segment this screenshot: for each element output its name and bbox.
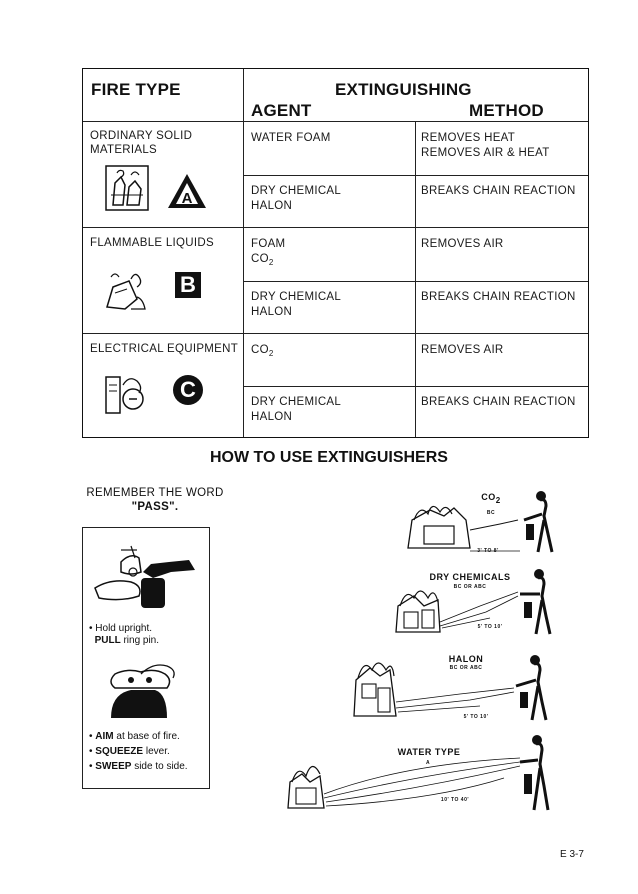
scene-co2-label: CO2 bbox=[481, 492, 501, 505]
agent-halon-a: HALON bbox=[251, 200, 293, 212]
step-pull: • Hold upright. PULL ring pin. bbox=[89, 623, 160, 646]
agent-dry-chemical-b: DRY CHEMICAL bbox=[251, 291, 342, 303]
step-squeeze: • SQUEEZE lever. bbox=[89, 746, 170, 757]
fire-type-table bbox=[82, 68, 589, 438]
method-breaks-chain-b: BREAKS CHAIN REACTION bbox=[421, 291, 576, 303]
scene-dry-chemicals-distance: 5' TO 10' bbox=[477, 624, 503, 630]
flammable-liquid-pictogram bbox=[103, 269, 149, 313]
fire-type-ordinary: ORDINARY SOLID MATERIALS bbox=[90, 130, 193, 156]
class-c-circle-icon: C bbox=[173, 375, 203, 405]
aim-hose-illustration bbox=[101, 660, 181, 724]
class-b-square-icon: B bbox=[175, 272, 201, 298]
fire-type-electrical: ELECTRICAL EQUIPMENT bbox=[90, 343, 239, 355]
scene-water-label: WATER TYPE bbox=[397, 747, 461, 757]
method-removes-heat: REMOVES HEAT bbox=[421, 132, 516, 144]
scene-halon-distance: 5' TO 10' bbox=[463, 714, 489, 720]
electrical-equipment-pictogram bbox=[105, 371, 149, 415]
fire-type-flammable: FLAMMABLE LIQUIDS bbox=[90, 237, 214, 249]
scene-co2-distance: 3' TO 8' bbox=[477, 548, 499, 554]
method-breaks-chain-a: BREAKS CHAIN REACTION bbox=[421, 185, 576, 197]
method-breaks-chain-c: BREAKS CHAIN REACTION bbox=[421, 396, 576, 408]
header-fire-type: FIRE TYPE bbox=[91, 80, 181, 99]
scene-water-sublabel: A bbox=[425, 760, 431, 766]
method-removes-air-c: REMOVES AIR bbox=[421, 344, 504, 356]
class-a-triangle-icon bbox=[167, 173, 207, 209]
scene-water-distance: 10' TO 40' bbox=[440, 797, 470, 803]
scene-co2-illustration bbox=[400, 490, 560, 556]
class-a-letter: A bbox=[181, 190, 193, 207]
scene-dry-chemicals-label: DRY CHEMICALS bbox=[429, 572, 511, 582]
agent-water-foam: WATER FOAM bbox=[251, 132, 331, 144]
scene-halon-label: HALON bbox=[448, 654, 484, 664]
pass-instructions-box bbox=[82, 527, 210, 789]
agent-co2-c: $CO_2$ bbox=[251, 344, 274, 358]
step-aim: • AIM at base of fire. bbox=[89, 731, 180, 742]
agent-halon-c: HALON bbox=[251, 411, 293, 423]
agent-dry-chemical-c: DRY CHEMICAL bbox=[251, 396, 342, 408]
scene-co2-sublabel: BC bbox=[486, 510, 496, 516]
header-agent: AGENT bbox=[251, 101, 312, 120]
remember-line-2: "PASS". bbox=[131, 501, 179, 513]
header-method: METHOD bbox=[469, 101, 544, 120]
scene-halon-sublabel: BC OR ABC bbox=[449, 665, 483, 671]
step-sweep: • SWEEP side to side. bbox=[89, 761, 188, 772]
scene-dry-chemicals-sublabel: BC OR ABC bbox=[453, 584, 487, 590]
header-extinguishing: EXTINGUISHING bbox=[335, 80, 472, 99]
page-number: E 3-7 bbox=[560, 849, 584, 860]
agent-foam: FOAM bbox=[251, 238, 286, 250]
method-removes-air-b: REMOVES AIR bbox=[421, 238, 504, 250]
agent-halon-b: HALON bbox=[251, 306, 293, 318]
scene-halon-illustration bbox=[350, 652, 552, 722]
remember-text bbox=[80, 486, 230, 514]
method-removes-air-heat: REMOVES AIR & HEAT bbox=[421, 147, 550, 159]
pull-pin-illustration bbox=[91, 542, 203, 614]
remember-line-1: REMEMBER THE WORD bbox=[86, 487, 224, 499]
agent-dry-chemical-a: DRY CHEMICAL bbox=[251, 185, 342, 197]
agent-co2-b: $CO_2$ bbox=[251, 253, 274, 267]
ordinary-combustibles-pictogram bbox=[105, 165, 149, 211]
howto-title: HOW TO USE EXTINGUISHERS bbox=[210, 449, 448, 466]
scene-water-illustration bbox=[284, 734, 554, 814]
